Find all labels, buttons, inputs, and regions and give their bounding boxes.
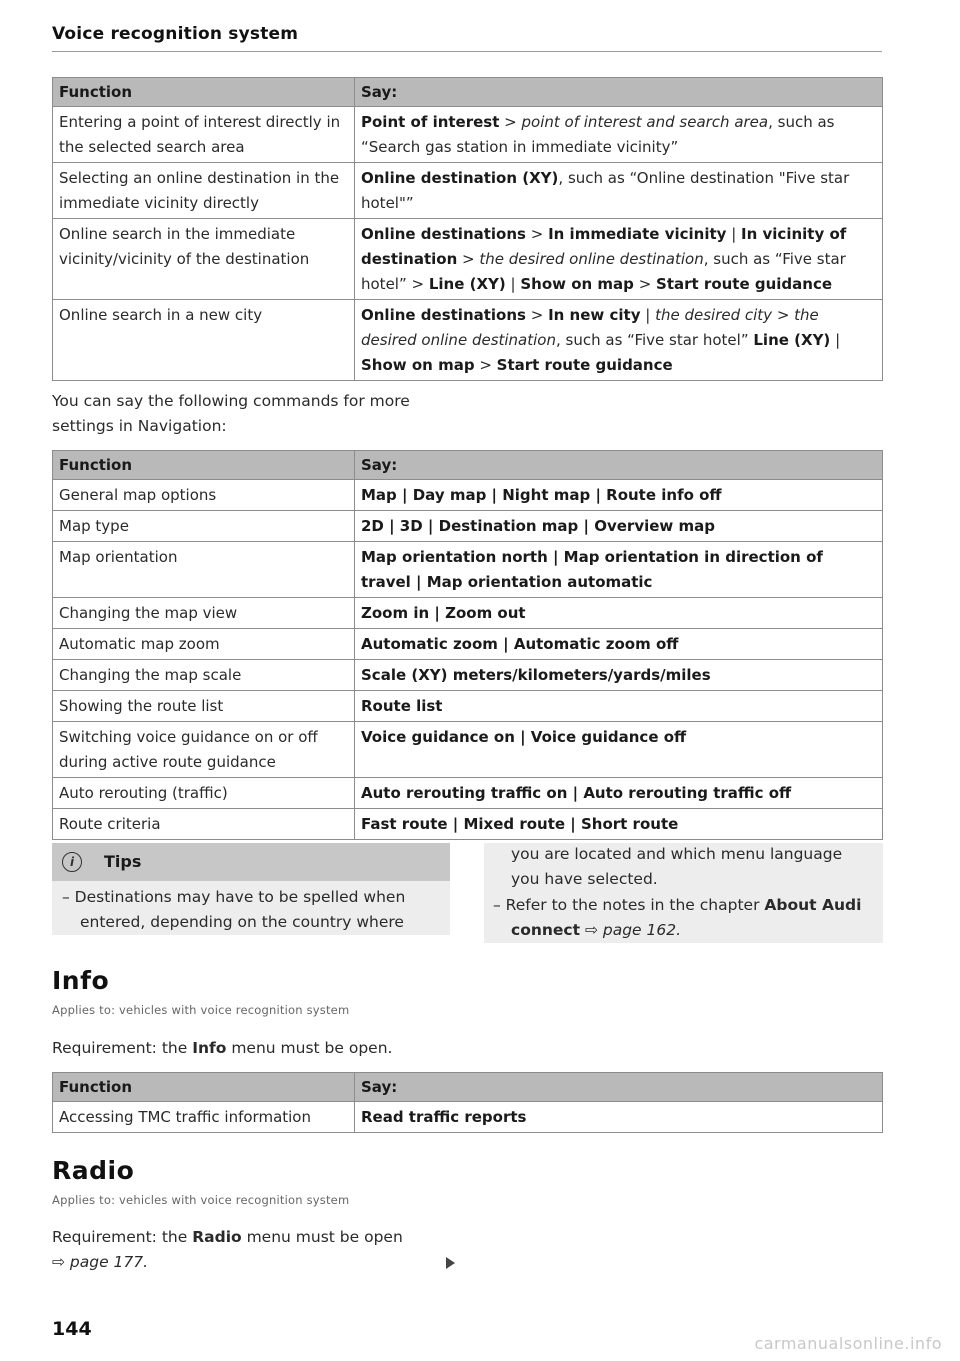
- function-cell: Changing the map scale: [53, 660, 355, 691]
- function-cell: Map type: [53, 511, 355, 542]
- table-header-function: Function: [53, 451, 355, 480]
- table-row: [53, 778, 883, 809]
- table-header-function: Function: [53, 1073, 355, 1102]
- say-cell: Auto rerouting traffic on | Auto rerouting traffic off: [355, 778, 883, 809]
- function-cell: Route criteria: [53, 809, 355, 840]
- table-row: [53, 691, 883, 722]
- table-row: [53, 1102, 883, 1133]
- table-row: [53, 629, 883, 660]
- say-cell: Map orientation north | Map orientation in direction of travel | Map orientation automatic: [355, 542, 883, 598]
- function-cell: Showing the route list: [53, 691, 355, 722]
- info-heading: Info: [52, 966, 110, 995]
- table-header-say: Say:: [355, 451, 883, 480]
- function-cell: Map orientation: [53, 542, 355, 598]
- table-header-say: Say:: [355, 1073, 883, 1102]
- continue-arrow-icon: [446, 1257, 455, 1269]
- say-cell: Online destination (XY), such as “Online destination "Five star hotel"”: [355, 163, 883, 219]
- say-cell: Point of interest > point of interest and search area, such as “Search gas station in immediate vicinity”: [355, 107, 883, 163]
- table-row: [53, 107, 883, 163]
- function-cell: Online search in the immediate vicinity/vicinity of the destination: [53, 219, 355, 300]
- tip-item-continued: you are located and which menu language you have selected.: [511, 845, 843, 888]
- table-header-say: Say:: [355, 78, 883, 107]
- table-header-row: [53, 1073, 883, 1102]
- table-row: [53, 722, 883, 778]
- say-cell: Voice guidance on | Voice guidance off: [355, 722, 883, 778]
- say-cell: Read traffic reports: [355, 1102, 883, 1133]
- function-cell: Accessing TMC traffic information: [53, 1102, 355, 1133]
- radio-requirement: Requirement: the Radio menu must be open ⇨ page 177.: [52, 1228, 403, 1271]
- function-cell: Selecting an online destination in the immediate vicinity directly: [53, 163, 355, 219]
- table-row: [53, 598, 883, 629]
- say-cell: Online destinations > In new city | the desired city > the desired online destination, such as “Five star hotel” Line (XY) | Show on map > Start route guidance: [355, 300, 883, 381]
- radio-heading: Radio: [52, 1156, 135, 1185]
- table-row: [53, 542, 883, 598]
- say-cell: Scale (XY) meters/kilometers/yards/miles: [355, 660, 883, 691]
- table-header-row: [53, 451, 883, 480]
- info-applies-note: Applies to: vehicles with voice recognition system: [52, 1003, 350, 1017]
- radio-applies-note: Applies to: vehicles with voice recognition system: [52, 1193, 350, 1207]
- function-cell: Automatic map zoom: [53, 629, 355, 660]
- table-row: [53, 660, 883, 691]
- say-cell: Online destinations > In immediate vicinity | In vicinity of destination > the desired online destination, such as “Five star hotel” > Line (XY) | Show on map > Start route guidance: [355, 219, 883, 300]
- say-cell: Route list: [355, 691, 883, 722]
- tips-title: Tips: [104, 852, 142, 871]
- tip-item: – Destinations may have to be spelled when entered, depending on the country where: [62, 888, 406, 931]
- watermark: carmanualsonline.info: [754, 1334, 942, 1353]
- function-cell: Auto rerouting (traffic): [53, 778, 355, 809]
- table-row: [53, 809, 883, 840]
- say-cell: Automatic zoom | Automatic zoom off: [355, 629, 883, 660]
- header-divider: [52, 51, 882, 52]
- say-cell: Map | Day map | Night map | Route info off: [355, 480, 883, 511]
- function-cell: Switching voice guidance on or off during active route guidance: [53, 722, 355, 778]
- say-cell: Zoom in | Zoom out: [355, 598, 883, 629]
- tip-item: – Refer to the notes in the chapter About Audi connect ⇨ page 162.: [493, 896, 862, 939]
- page-number: 144: [52, 1318, 92, 1340]
- table-row: [53, 300, 883, 381]
- table-row: [53, 480, 883, 511]
- function-cell: Entering a point of interest directly in the selected search area: [53, 107, 355, 163]
- say-cell: Fast route | Mixed route | Short route: [355, 809, 883, 840]
- function-cell: Online search in a new city: [53, 300, 355, 381]
- table-header-function: Function: [53, 78, 355, 107]
- info-table: [52, 1072, 883, 1133]
- nav-settings-table: [52, 450, 883, 840]
- nav-destination-table: [52, 77, 883, 381]
- table-row: [53, 219, 883, 300]
- say-cell: 2D | 3D | Destination map | Overview map: [355, 511, 883, 542]
- table-header-row: [53, 78, 883, 107]
- function-cell: Changing the map view: [53, 598, 355, 629]
- function-cell: General map options: [53, 480, 355, 511]
- table-row: [53, 163, 883, 219]
- info-requirement: Requirement: the Info menu must be open.: [52, 1039, 393, 1057]
- nav-settings-intro: You can say the following commands for more settings in Navigation:: [52, 392, 410, 435]
- section-header: Voice recognition system: [52, 24, 299, 44]
- table-row: [53, 511, 883, 542]
- info-icon: i: [62, 852, 82, 872]
